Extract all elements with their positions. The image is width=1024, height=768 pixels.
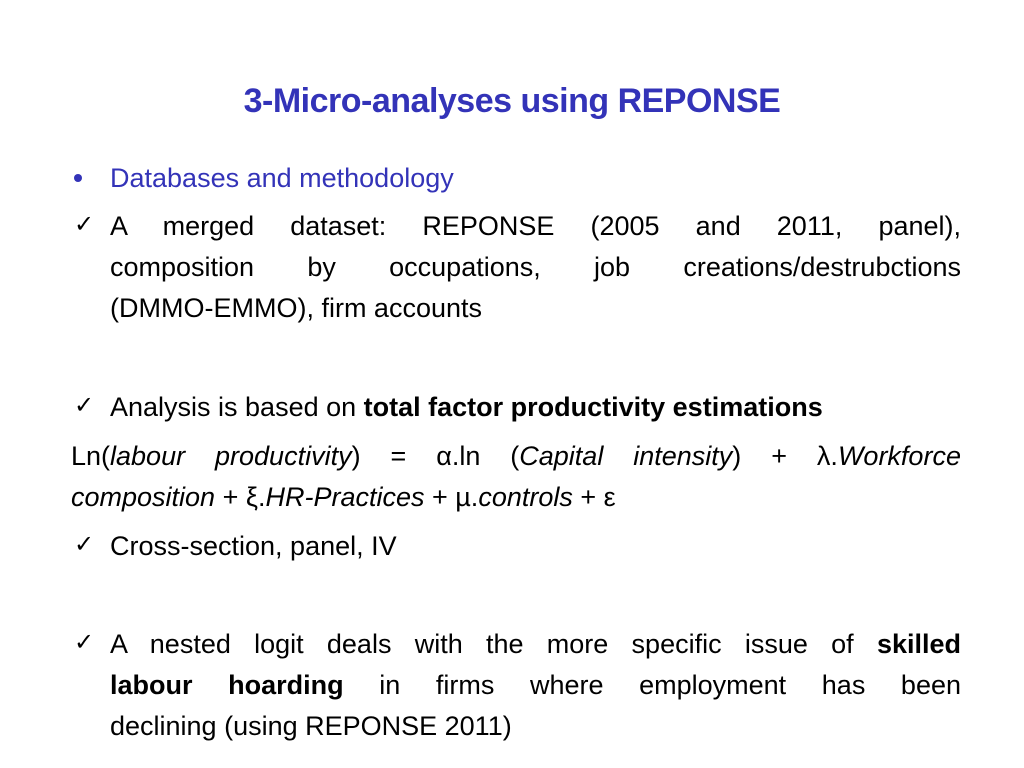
checkmark-icon: ✓: [74, 211, 95, 238]
eq-p1: Ln(: [71, 441, 111, 471]
eq-p2: labour productivity: [110, 441, 352, 471]
eq-p3: ) = α.ln (: [351, 441, 520, 471]
eq-p12: + ε: [572, 482, 616, 512]
checkmark-icon: ✓: [74, 531, 95, 558]
bullet-dot-icon: [74, 174, 82, 182]
eq-p11: controls: [478, 482, 573, 512]
item1-line2: composition by occupations, job creations/destrubctions: [110, 252, 961, 282]
item4-line3: declining (using REPONSE 2011): [110, 711, 512, 741]
checkmark-icon: ✓: [74, 629, 95, 656]
item1-line1: A merged dataset: REPONSE (2005 and 2011, panel),: [110, 211, 961, 241]
item2-text: [110, 387, 823, 427]
equation-line2: [71, 477, 616, 517]
eq-p4: Capital intensity: [519, 441, 733, 471]
checkmark-icon: ✓: [74, 392, 95, 419]
eq-p7: composition: [71, 482, 216, 512]
eq-p6: Workforce: [837, 441, 961, 471]
item3-text: Cross-section, panel, IV: [110, 531, 397, 561]
eq-p8: + ξ.: [215, 482, 266, 512]
equation-line1: [71, 436, 961, 476]
eq-p9: HR-Practices: [265, 482, 425, 512]
item4-line1-plain: A nested logit deals with the more specific issue of: [110, 629, 854, 659]
item4-line2-bold: labour hoarding: [110, 670, 344, 700]
bullet-heading: Databases and methodology: [110, 163, 454, 193]
item4-line2-plain: in firms where employment has been: [379, 670, 961, 700]
slide-title: 3-Micro-analyses using REPONSE: [243, 82, 781, 120]
item4-line1-bold: skilled: [876, 629, 961, 659]
item4-line2: [110, 665, 961, 705]
item1-line3: (DMMO-EMMO), firm accounts: [110, 293, 483, 323]
item2-bold: total factor productivity estimations: [363, 392, 823, 422]
eq-p10: + µ.: [424, 482, 479, 512]
item2-plain: Analysis is based on: [110, 392, 364, 422]
eq-p5: ) + λ.: [732, 441, 838, 471]
item4-line1: [110, 624, 961, 664]
